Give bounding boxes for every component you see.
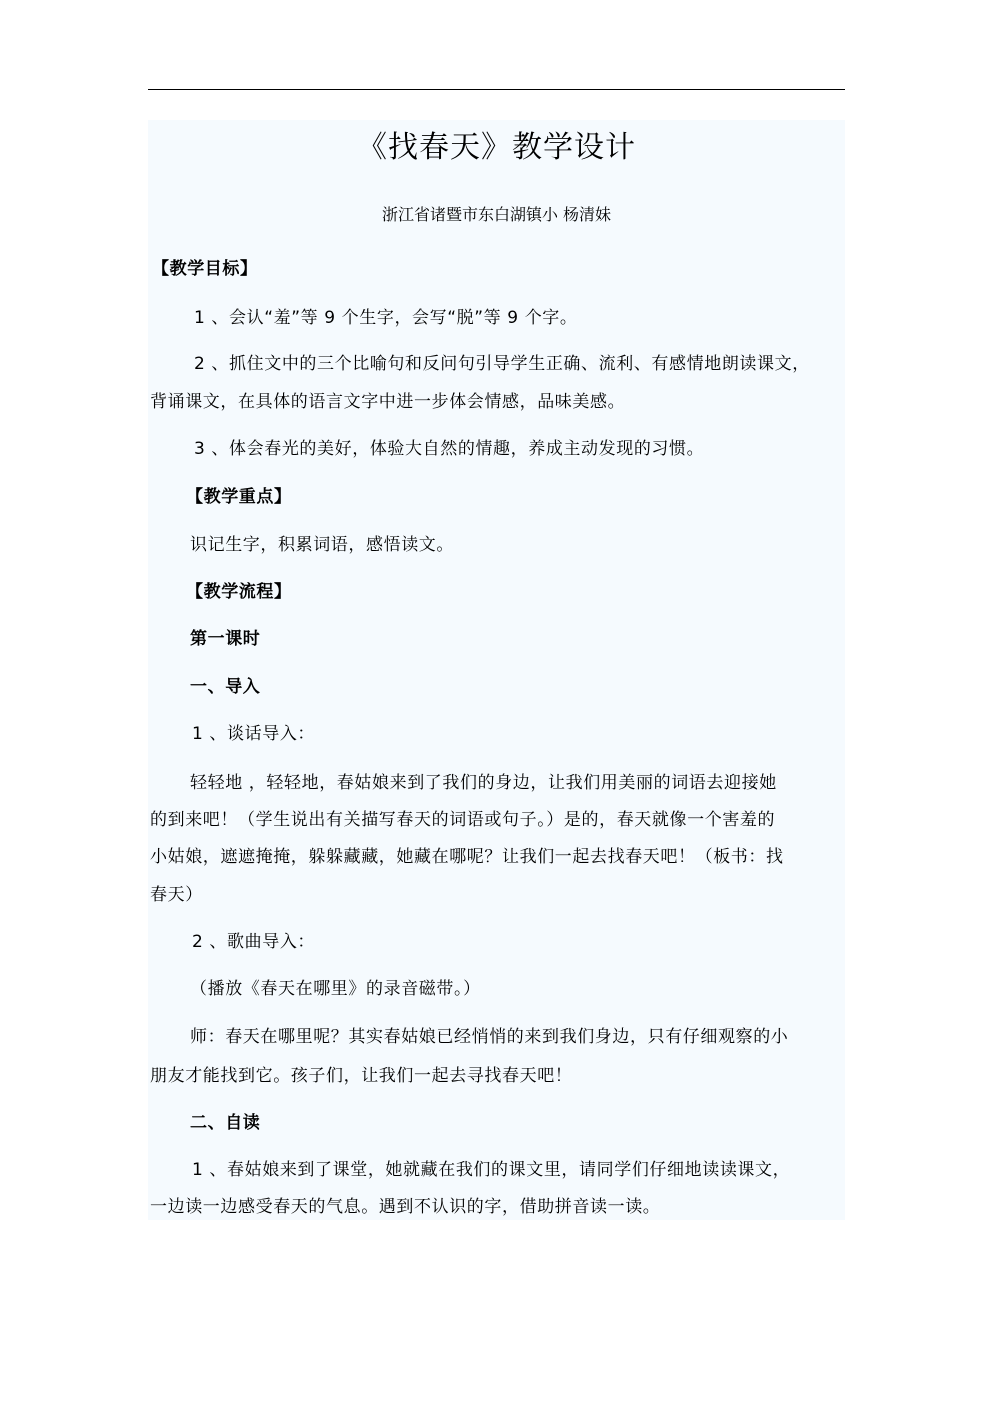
part1-step1-line-3: 小姑娘，遮遮掩掩，躲躲藏藏，她藏在哪呢？让我们一起去找春天吧！（板书：找 bbox=[150, 847, 784, 867]
objective-item-2: 2 、抓住文中的三个比喻句和反问句引导学生正确、流利、有感情地朗读课文， bbox=[194, 354, 810, 374]
part1-step2-line-1: 师：春天在哪里呢？其实春姑娘已经悄悄的来到我们身边，只有仔细观察的小 bbox=[190, 1027, 789, 1047]
objective-item-1: 1 、会认“羞”等 9 个生字，会写“脱”等 9 个字。 bbox=[194, 308, 578, 328]
objectives-heading: 【教学目标】 bbox=[152, 259, 258, 279]
document-body bbox=[148, 120, 845, 1220]
part1-step1-line-1: 轻轻地 ，轻轻地，春姑娘来到了我们的身边，让我们用美丽的词语去迎接她 bbox=[190, 773, 777, 793]
key-points-text: 识记生字，积累词语，感悟读文。 bbox=[190, 535, 454, 555]
part2-step1-line-1: 1 、春姑娘来到了课堂，她就藏在我们的课文里，请同学们仔细地读读课文， bbox=[192, 1160, 791, 1180]
objective-item-3: 3 、体会春光的美好，体验大自然的情趣，养成主动发现的习惯。 bbox=[194, 439, 705, 459]
lesson-label: 第一课时 bbox=[190, 629, 261, 649]
process-heading: 【教学流程】 bbox=[186, 582, 292, 602]
part1-heading: 一、导入 bbox=[190, 677, 261, 697]
part2-heading: 二、自读 bbox=[190, 1113, 261, 1133]
part1-step1-label: 1 、谈话导入： bbox=[192, 724, 316, 744]
document-author: 浙江省诸暨市东白湖镇小 杨清妹 bbox=[381, 205, 612, 224]
part1-step1-line-4: 春天） bbox=[150, 885, 203, 905]
part1-step2-label: 2 、歌曲导入： bbox=[192, 932, 316, 952]
header-rule bbox=[148, 89, 845, 90]
part1-step2-note: （播放《春天在哪里》的录音磁带。） bbox=[190, 979, 481, 999]
document-title: 《找春天》教学设计 bbox=[357, 130, 636, 165]
objective-item-2-cont: 背诵课文，在具体的语言文字中进一步体会情感，品味美感。 bbox=[150, 392, 626, 412]
key-points-heading: 【教学重点】 bbox=[186, 487, 292, 507]
part2-step1-line-2: 一边读一边感受春天的气息。遇到不认识的字，借助拼音读一读。 bbox=[150, 1197, 661, 1217]
part1-step1-line-2: 的到来吧！（学生说出有关描写春天的词语或句子。）是的，春天就像一个害羞的 bbox=[150, 810, 776, 830]
part1-step2-line-2: 朋友才能找到它。孩子们，让我们一起去寻找春天吧！ bbox=[150, 1066, 573, 1086]
